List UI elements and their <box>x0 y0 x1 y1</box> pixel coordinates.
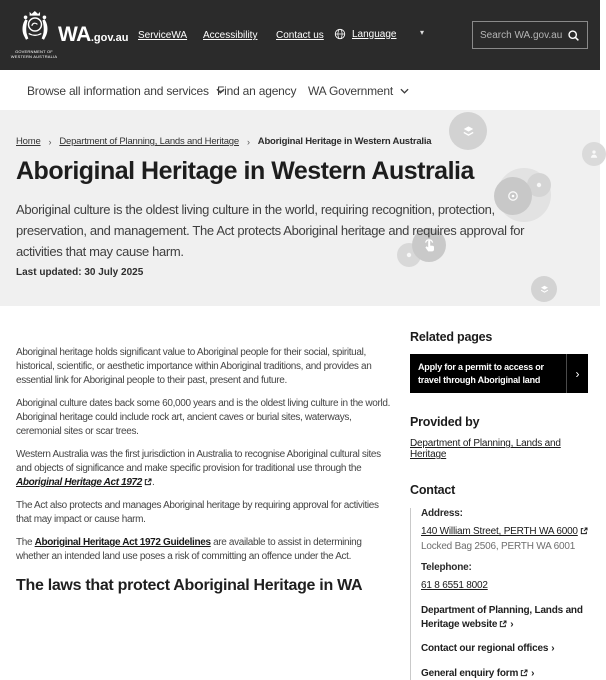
paragraph-text: Western Australia was the first jurisdiction in Australia to recognise Aboriginal cultural sites and objects of significance and make specific provision for traditional use through the <box>16 449 381 474</box>
search-box[interactable] <box>472 21 588 49</box>
header-link-contact-us[interactable]: Contact us <box>276 30 324 41</box>
breadcrumb <box>16 136 431 147</box>
chevron-down-icon: ▾ <box>420 28 425 37</box>
external-link-icon <box>520 669 528 677</box>
page-title: Aboriginal Heritage in Western Australia <box>16 157 474 185</box>
breadcrumb-home[interactable]: Home <box>16 136 41 147</box>
link-aboriginal-heritage-act[interactable]: Aboriginal Heritage Act 1972 <box>16 477 142 488</box>
postal-address: Locked Bag 2506, PERTH WA 6001 <box>421 541 576 553</box>
wa-coat-of-arms-logo <box>17 9 53 49</box>
breadcrumb-current: Aboriginal Heritage in Western Australia <box>257 136 432 147</box>
content-section <box>0 306 600 679</box>
nav-browse-all[interactable] <box>27 84 225 98</box>
globe-icon <box>334 28 346 40</box>
person-icon <box>589 149 599 159</box>
regional-offices-text: Contact our regional offices <box>421 643 549 655</box>
language-selector[interactable] <box>334 28 425 40</box>
general-enquiry-link[interactable] <box>421 667 588 680</box>
chevron-right-icon: › <box>551 643 555 655</box>
external-link-icon <box>580 527 588 535</box>
nav-wa-government[interactable] <box>308 84 409 98</box>
regional-offices-link[interactable] <box>421 642 588 656</box>
paragraph-text: are available to assist in determining whether an intended land use poses a risk of committing an offence under the Act. <box>16 537 362 562</box>
related-page-card[interactable] <box>410 354 588 393</box>
department-website-link[interactable] <box>421 604 588 631</box>
article-paragraph <box>16 448 394 490</box>
chevron-right-icon: › <box>531 667 535 679</box>
general-enquiry-text: General enquiry form <box>421 667 519 679</box>
brand-logo <box>58 23 129 47</box>
contact-details <box>410 508 588 680</box>
decorative-circle <box>449 112 487 150</box>
language-label: Language <box>352 28 397 40</box>
external-link-icon <box>144 477 155 488</box>
link-act-guidelines[interactable]: Aboriginal Heritage Act 1972 Guidelines <box>34 537 211 548</box>
search-button[interactable] <box>567 29 580 42</box>
breadcrumb-separator: › <box>246 136 250 147</box>
telephone-link[interactable]: 61 8 6551 8002 <box>421 580 488 592</box>
nav-find-an-agency[interactable] <box>217 84 296 98</box>
brand-wa: WA <box>58 23 91 46</box>
provided-by-heading: Provided by <box>410 415 480 430</box>
decorative-circle <box>582 142 606 166</box>
nav-find-an-agency-label: Find an agency <box>217 84 297 98</box>
decorative-circle <box>531 276 557 302</box>
address-link-text: 140 William Street, PERTH WA 6000 <box>421 526 578 538</box>
provided-by-link[interactable]: Department of Planning, Lands and Heritage <box>410 438 561 461</box>
last-updated: Last updated: 30 July 2025 <box>16 267 144 278</box>
contact-heading: Contact <box>410 483 456 498</box>
telephone-label: Telephone: <box>421 562 472 574</box>
nav-browse-all-label: Browse all information and services <box>27 84 209 98</box>
address-label: Address: <box>421 508 463 520</box>
breadcrumb-separator: › <box>48 136 52 147</box>
header-link-servicewa[interactable]: ServiceWA <box>138 30 188 41</box>
chevron-down-icon <box>400 88 409 94</box>
header-link-accessibility[interactable]: Accessibility <box>203 30 258 41</box>
search-icon <box>567 29 580 42</box>
paragraph-text: . <box>151 477 155 488</box>
breadcrumb-department[interactable]: Department of Planning, Lands and Heritage <box>59 136 239 147</box>
article-paragraph: Aboriginal heritage holds significant value to Aboriginal people for their social, spiritual, historical, scientific, or aesthetic importance within Aboriginal traditions, and provides an essential link for Aboriginal people to their past, present and future. <box>16 347 372 386</box>
department-website-text: Department of Planning, Lands and Heritage website <box>421 605 583 630</box>
sidebar <box>410 330 588 680</box>
search-input[interactable] <box>480 30 563 41</box>
section-heading: The laws that protect Aboriginal Heritage in WA <box>16 577 363 594</box>
crest-caption: GOVERNMENT OF WESTERN AUSTRALIA <box>10 49 58 59</box>
site-header <box>0 0 600 70</box>
dot-icon <box>536 182 542 188</box>
brand-suffix: .gov.au <box>90 32 129 44</box>
hero-section <box>0 110 600 306</box>
article-paragraph <box>16 536 394 564</box>
nav-wa-government-label: WA Government <box>308 84 393 98</box>
chevron-right-icon: › <box>510 618 514 630</box>
external-link-icon <box>499 620 507 628</box>
article-paragraph: The Act also protects and manages Aboriginal heritage by requiring approval for activities that may impact or cause harm. <box>16 500 379 525</box>
article-body <box>16 346 394 595</box>
layers-icon <box>461 124 476 139</box>
layers-icon <box>539 284 550 295</box>
related-pages-heading: Related pages <box>410 330 493 344</box>
primary-nav <box>0 70 600 110</box>
paragraph-text: The <box>16 537 35 548</box>
related-card-label: Apply for a permit to access or travel through Aboriginal land <box>418 362 544 385</box>
article-paragraph: Aboriginal culture dates back some 60,000 years and is the oldest living culture in the world. Aboriginal heritage could include rock art, ancient caves or burial sites, waterways, ceremonial sites or scar trees. <box>16 398 390 437</box>
address-link[interactable] <box>421 526 578 537</box>
hero-intro: Aboriginal culture is the oldest living culture in the world, requiring recognition, protection, preservation, and management. The Act protects Aboriginal heritage and requires approval for activities that may cause harm. <box>16 202 525 259</box>
chevron-right-icon: › <box>566 354 588 393</box>
